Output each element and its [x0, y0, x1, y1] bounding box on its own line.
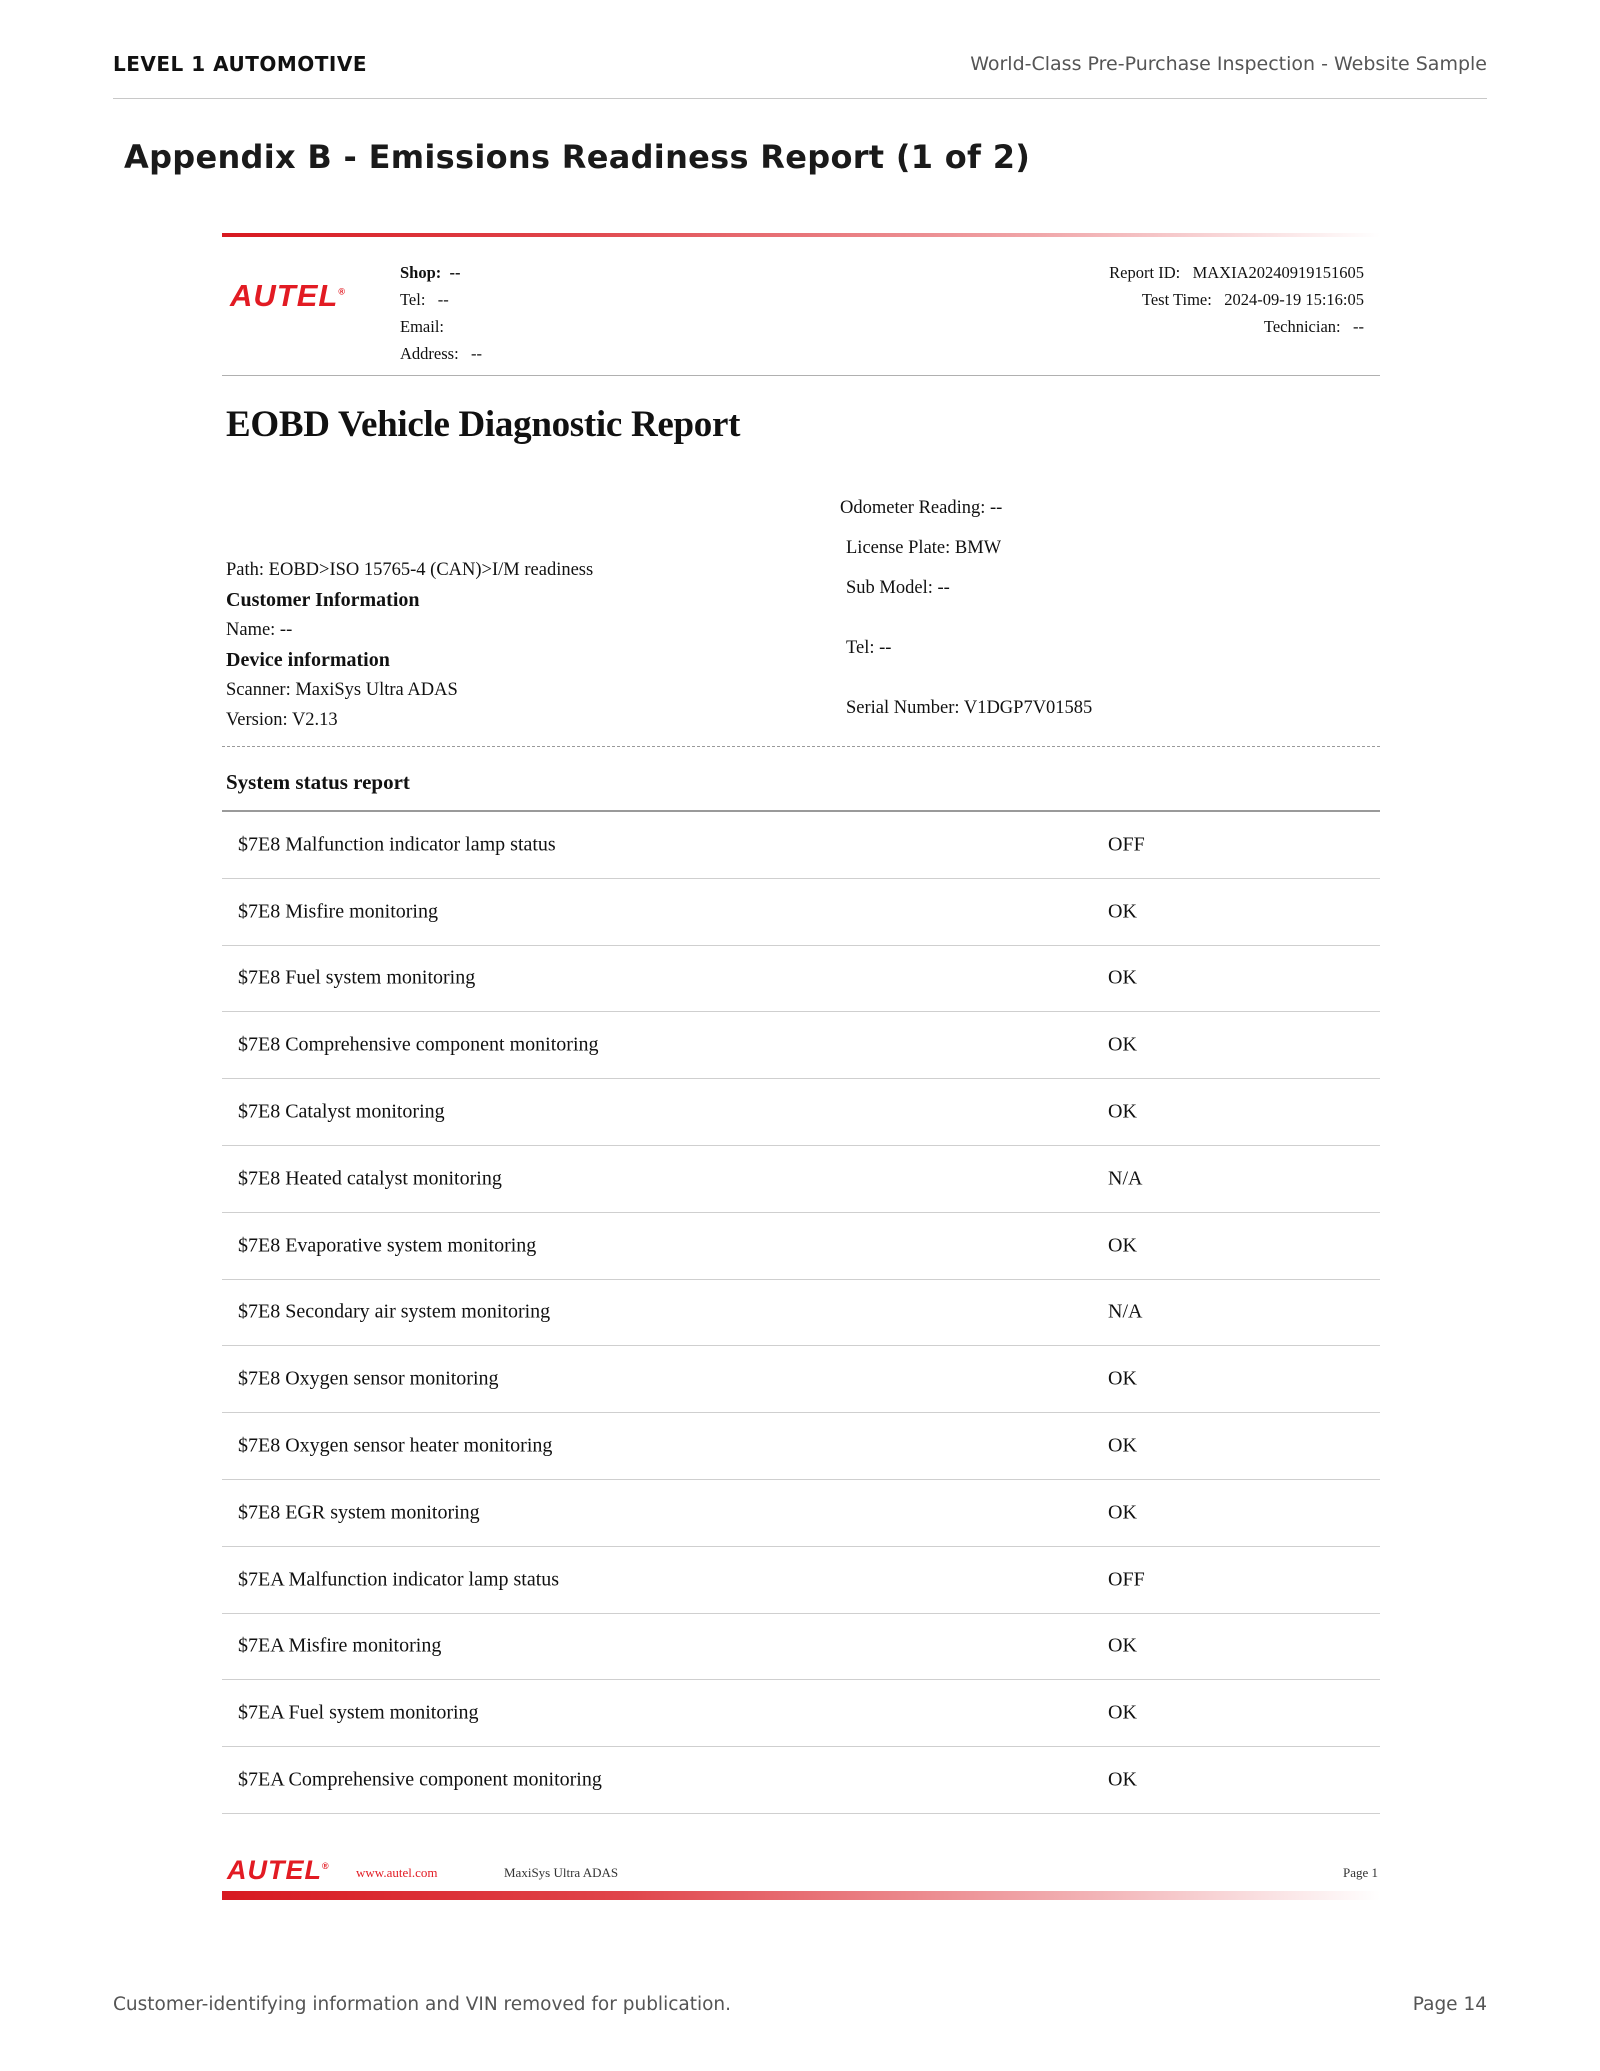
diagnostic-report: [222, 233, 1380, 1903]
status-monitor-name: $7E8 Oxygen sensor heater monitoring: [238, 1434, 553, 1457]
report-id-value: MAXIA20240919151605: [1192, 263, 1364, 282]
status-monitor-value: OK: [1108, 1234, 1137, 1257]
brand-name: LEVEL 1 AUTOMOTIVE: [113, 52, 368, 76]
status-monitor-name: $7E8 Catalyst monitoring: [238, 1100, 445, 1123]
status-monitor-name: $7E8 Malfunction indicator lamp status: [238, 833, 556, 856]
status-row: [222, 879, 1380, 946]
technician-value: --: [1353, 317, 1364, 336]
shop-address-label: Address:: [400, 344, 459, 363]
license-plate: License Plate: BMW: [846, 538, 1002, 558]
status-monitor-value: OK: [1108, 1501, 1137, 1524]
status-monitor-value: OK: [1108, 1100, 1137, 1123]
status-row: [222, 1079, 1380, 1146]
status-row: [222, 1480, 1380, 1547]
shop-info: [400, 259, 482, 367]
status-monitor-value: OK: [1108, 1434, 1137, 1457]
status-monitor-value: N/A: [1108, 1300, 1143, 1323]
shop-value: --: [449, 263, 461, 282]
shop-address-value: --: [471, 344, 483, 363]
vehicle-info: [840, 493, 1093, 723]
footer-logo-registered-mark: ®: [322, 1861, 330, 1871]
status-row: [222, 1346, 1380, 1413]
logo-registered-mark: ®: [338, 286, 346, 297]
status-monitor-value: OK: [1108, 966, 1137, 989]
status-row: [222, 812, 1380, 879]
customer-device-info: [226, 555, 593, 735]
status-monitor-value: OK: [1108, 1701, 1137, 1724]
report-id-label: Report ID:: [1109, 263, 1181, 282]
device-heading: Device information: [226, 649, 390, 671]
header-divider: [222, 375, 1380, 376]
shop-tel-value: --: [437, 290, 449, 309]
status-monitor-value: N/A: [1108, 1167, 1143, 1190]
scanner-model: Scanner: MaxiSys Ultra ADAS: [226, 680, 458, 700]
report-footer: [222, 1851, 1380, 1903]
status-monitor-value: OFF: [1108, 1568, 1145, 1591]
footer-logo-text: AUTEL: [227, 1855, 322, 1885]
appendix-title: Appendix B - Emissions Readiness Report (1 of 2): [124, 138, 1031, 176]
status-row: [222, 1012, 1380, 1079]
page-number: Page 14: [1412, 1994, 1487, 2015]
sub-model: Sub Model: --: [846, 578, 950, 598]
status-row: [222, 1680, 1380, 1747]
customer-name: Name: --: [226, 620, 293, 640]
status-monitor-name: $7E8 Secondary air system monitoring: [238, 1300, 551, 1323]
status-monitor-value: OK: [1108, 1768, 1137, 1791]
logo-text: AUTEL: [230, 278, 339, 313]
page-header: [113, 52, 1487, 99]
report-title: EOBD Vehicle Diagnostic Report: [226, 404, 741, 445]
report-page-number: Page 1: [1342, 1865, 1378, 1880]
status-report-title: System status report: [226, 770, 410, 794]
status-monitor-name: $7EA Misfire monitoring: [238, 1634, 442, 1657]
status-monitor-value: OK: [1108, 1033, 1137, 1056]
status-row: [222, 1547, 1380, 1614]
autel-footer-logo: [227, 1855, 330, 1886]
serial-number: Serial Number: V1DGP7V01585: [846, 698, 1093, 718]
status-monitor-value: OK: [1108, 900, 1137, 923]
status-row: [222, 1747, 1380, 1814]
top-red-rule: [222, 233, 1380, 237]
status-row: [222, 946, 1380, 1013]
shop-email-label: Email:: [400, 317, 444, 336]
status-monitor-value: OK: [1108, 1634, 1137, 1657]
status-monitor-name: $7E8 Misfire monitoring: [238, 900, 438, 923]
report-meta: [1109, 259, 1364, 340]
footer-note: Customer-identifying information and VIN removed for publication.: [113, 1994, 732, 2015]
software-version: Version: V2.13: [226, 710, 338, 730]
status-monitor-name: $7E8 Heated catalyst monitoring: [238, 1167, 502, 1190]
status-monitor-value: OK: [1108, 1367, 1137, 1390]
status-row: [222, 1413, 1380, 1480]
test-time-label: Test Time:: [1141, 290, 1212, 309]
status-monitor-name: $7E8 Comprehensive component monitoring: [238, 1033, 599, 1056]
status-monitor-name: $7E8 EGR system monitoring: [238, 1501, 480, 1524]
status-monitor-name: $7E8 Oxygen sensor monitoring: [238, 1367, 499, 1390]
shop-label: Shop:: [400, 263, 442, 282]
dashed-divider: [222, 746, 1380, 747]
bottom-red-rule: [222, 1891, 1380, 1900]
status-monitor-name: $7EA Fuel system monitoring: [238, 1701, 479, 1724]
status-monitor-name: $7EA Malfunction indicator lamp status: [238, 1568, 560, 1591]
customer-heading: Customer Information: [226, 589, 420, 611]
autel-website-link[interactable]: www.autel.com: [356, 1865, 438, 1880]
test-time-value: 2024-09-19 15:16:05: [1224, 290, 1364, 309]
technician-label: Technician:: [1263, 317, 1341, 336]
status-table: [222, 812, 1380, 1814]
status-row: [222, 1146, 1380, 1213]
diagnostic-path: Path: EOBD>ISO 15765-4 (CAN)>I/M readiness: [226, 560, 594, 580]
status-monitor-name: $7E8 Fuel system monitoring: [238, 966, 476, 989]
customer-tel: Tel: --: [846, 638, 892, 658]
shop-tel-label: Tel:: [400, 290, 426, 309]
status-row: [222, 1280, 1380, 1347]
footer-product-name: MaxiSys Ultra ADAS: [504, 1865, 619, 1880]
status-monitor-name: $7EA Comprehensive component monitoring: [238, 1768, 602, 1791]
autel-logo: [230, 278, 346, 314]
status-monitor-value: OFF: [1108, 833, 1145, 856]
header-subtitle: World-Class Pre-Purchase Inspection - Website Sample: [970, 53, 1487, 75]
status-row: [222, 1614, 1380, 1681]
odometer-reading: Odometer Reading: --: [840, 498, 1003, 518]
status-row: [222, 1213, 1380, 1280]
status-monitor-name: $7E8 Evaporative system monitoring: [238, 1234, 537, 1257]
